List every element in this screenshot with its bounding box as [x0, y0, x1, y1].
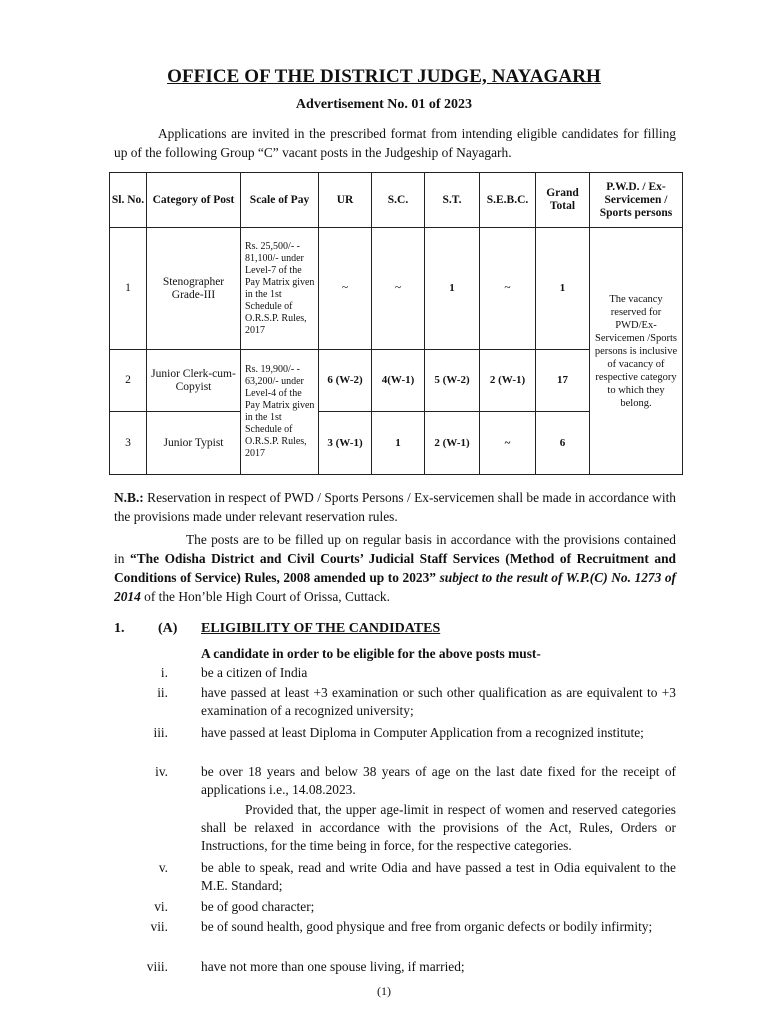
header-ur: UR [319, 173, 372, 228]
cell-sc: 4(W-1) [372, 350, 425, 412]
posts-text-1: The posts are to be filled up on regular basis in accordance with the provisions contained in [114, 532, 676, 566]
cell-scale: Rs. 25,500/- - 81,100/- under Level-7 of the Pay Matrix given in the 1st Schedule of O.R.S.P. Rules, 2017 [241, 228, 319, 350]
nb-label: N.B.: [114, 490, 144, 505]
posts-text-2: of the Hon’ble High Court of Orissa, Cuttack. [140, 589, 390, 604]
cell-ur: 3 (W-1) [319, 412, 372, 475]
table-header-row [110, 173, 683, 228]
item-text: have not more than one spouse living, if married; [201, 959, 465, 974]
subject-clause: subject to the result of W.P.(C) No. 1273 of 2014 [114, 570, 676, 604]
posts-paragraph [114, 530, 676, 606]
vacancy-table [109, 172, 683, 475]
item-number: i. [160, 665, 168, 680]
page-number: (1) [377, 984, 391, 998]
advertisement-number: Advertisement No. 01 of 2023 [295, 97, 473, 112]
item-text: be a citizen of India [201, 665, 308, 680]
eligibility-lead: A candidate in order to be eligible for the above posts must- [201, 646, 541, 661]
item-text: be over 18 years and below 38 years of age on the last date fixed for the receipt of applications i.e., 14.08.2023. [201, 764, 676, 797]
cell-grand-total: 1 [536, 228, 590, 350]
section-letter: (A) [158, 621, 178, 636]
header-grand-total: Grand Total [536, 173, 590, 228]
section-number: 1. [114, 621, 125, 636]
cell-sebc: ~ [480, 412, 536, 475]
nb-text: Reservation in respect of PWD / Sports Persons / Ex-servicemen shall be made in accordance with the provisions made under relevant reservation rules. [114, 490, 676, 524]
header-st: S.T. [425, 173, 480, 228]
section-title: ELIGIBILITY OF THE CANDIDATES [201, 621, 441, 636]
header-pwd: P.W.D. / Ex-Servicemen / Sports persons [590, 173, 683, 228]
cell-category: Junior Clerk-cum-Copyist [147, 350, 241, 412]
cell-grand-total: 6 [536, 412, 590, 475]
header-category: Category of Post [147, 173, 241, 228]
proviso-paragraph: Provided that, the upper age-limit in respect of women and reserved categories shall be relaxed in accordance with the provisions of the Act, Rules, Orders or Instructions, for the time being in force, for the respective categories. [201, 802, 676, 853]
cell-sebc: ~ [480, 228, 536, 350]
cell-sc: 1 [372, 412, 425, 475]
rules-title: “The Odisha District and Civil Courts’ Judicial Staff Services (Method of Recruitment and Conditions of Service) Rules, 2008 amended up to 2023” [114, 551, 676, 585]
table-row [110, 228, 683, 350]
item-text: have passed at least +3 examination or such other qualification as are equivalent to +3 examination of a recognized university; [201, 685, 676, 718]
cell-grand-total: 17 [536, 350, 590, 412]
cell-scale: Rs. 19,900/- - 63,200/- under Level-4 of the Pay Matrix given in the 1st Schedule of O.R.S.P. Rules, 2017 [241, 350, 319, 475]
item-text: be of sound health, good physique and free from organic defects or bodily infirmity; [201, 919, 653, 934]
cell-st: 1 [425, 228, 480, 350]
cell-ur: ~ [319, 228, 372, 350]
header-sebc: S.E.B.C. [480, 173, 536, 228]
item-number: v. [158, 860, 168, 875]
item-number: vi. [154, 899, 168, 914]
header-sc: S.C. [372, 173, 425, 228]
cell-category: Junior Typist [147, 412, 241, 475]
nb-paragraph [114, 488, 676, 526]
cell-category: Stenographer Grade-III [147, 228, 241, 350]
item-number: vii. [150, 919, 168, 934]
cell-pwd-note: The vacancy reserved for PWD/Ex-Servicemen /Sports persons is inclusive of vacancy of respective category to which they belong. [590, 228, 683, 475]
item-text: be able to speak, read and write Odia and have passed a test in Odia equivalent to the M.E. Standard; [201, 860, 676, 893]
cell-sl: 3 [110, 412, 147, 475]
item-number: iii. [153, 725, 168, 740]
cell-sebc: 2 (W-1) [480, 350, 536, 412]
item-number: iv. [155, 764, 168, 779]
cell-st: 2 (W-1) [425, 412, 480, 475]
cell-sl: 1 [110, 228, 147, 350]
cell-sl: 2 [110, 350, 147, 412]
item-number: ii. [157, 685, 168, 700]
cell-ur: 6 (W-2) [319, 350, 372, 412]
header-scale: Scale of Pay [241, 173, 319, 228]
cell-sc: ~ [372, 228, 425, 350]
item-number: viii. [146, 959, 168, 974]
item-text: have passed at least Diploma in Computer Application from a recognized institute; [201, 725, 644, 740]
intro-paragraph: Applications are invited in the prescribed format from intending eligible candidates for filling up of the following Group “C” vacant posts in the Judgeship of Nayagarh. [114, 126, 676, 160]
header-sl: Sl. No. [110, 173, 147, 228]
cell-st: 5 (W-2) [425, 350, 480, 412]
item-text: be of good character; [201, 899, 315, 914]
page-title: OFFICE OF THE DISTRICT JUDGE, NAYAGARH [167, 66, 601, 87]
